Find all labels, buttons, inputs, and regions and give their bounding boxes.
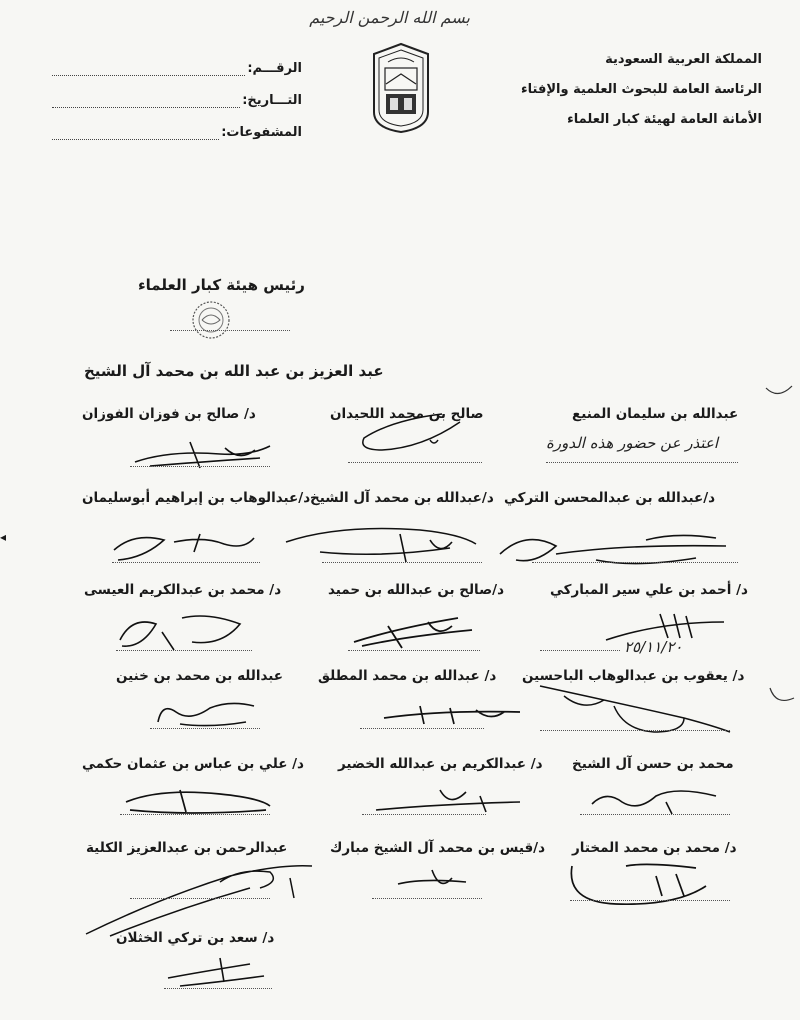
member-name: د/ سعد بن تركي الخثلان — [116, 930, 275, 946]
handwritten-date: ٢٥/١١/٢٠ — [624, 638, 683, 656]
signature-line — [540, 650, 620, 651]
signature-mark — [392, 862, 472, 898]
signature-line — [322, 562, 482, 563]
signature-line — [112, 562, 260, 563]
signature-mark — [112, 606, 252, 654]
org-line-secretariat: الأمانة العامة لهيئة كبار العلماء — [567, 112, 762, 127]
signature-line — [360, 728, 484, 729]
member-name: د/ أحمد بن علي سير المباركي — [550, 582, 748, 598]
signature-line — [348, 462, 482, 463]
signature-mark — [370, 782, 530, 818]
signature-line — [570, 900, 730, 901]
member-name: د/ علي بن عباس بن عثمان حكمي — [82, 756, 304, 772]
signature-line — [546, 462, 738, 463]
member-name: محمد بن حسن آل الشيخ — [572, 756, 734, 772]
basmala: بسم الله الرحمن الرحيم — [309, 8, 470, 27]
date-label: التـــاريخ: — [242, 93, 302, 108]
chairman-name: عبد العزيز بن عبد الله بن محمد آل الشيخ — [84, 362, 384, 380]
member-name: عبدالله بن محمد بن خنين — [116, 668, 283, 684]
reference-number-label: الرقـــم: — [247, 61, 302, 76]
org-line-kingdom: المملكة العربية السعودية — [605, 52, 762, 67]
signature-line — [532, 562, 738, 563]
signature-mark — [104, 522, 264, 566]
member-name: د/عبدالله بن محمد آل الشيخ — [310, 490, 494, 506]
scan-arc-mark — [764, 382, 794, 402]
signature-mark — [120, 782, 280, 818]
attachments-line — [52, 131, 219, 140]
chairman-title: رئيس هيئة كبار العلماء — [138, 276, 305, 294]
scan-mark: ◂ — [0, 530, 7, 544]
member-name: د/عبدالوهاب بن إبراهيم أبوسليمان — [82, 490, 311, 506]
member-name: د/ محمد بن محمد المختار — [572, 840, 737, 856]
attachments-field — [52, 120, 302, 140]
signature-line — [372, 898, 482, 899]
date-line — [52, 99, 240, 108]
signature-line — [540, 730, 730, 731]
reference-number-line — [52, 67, 245, 76]
scan-arc-mark — [768, 684, 796, 708]
member-name: د/ محمد بن عبدالكريم العيسى — [84, 582, 282, 598]
signature-line — [580, 814, 730, 815]
signature-line — [130, 466, 270, 467]
signature-mark — [380, 700, 530, 730]
signature-mark — [160, 952, 270, 992]
chairman-signature-line — [170, 330, 290, 331]
date-field — [52, 88, 302, 108]
member-name: د/ صالح بن فوزان الفوزان — [82, 406, 256, 422]
chairman-seal-stamp — [188, 300, 234, 340]
member-name: د/ عبدالكريم بن عبدالله الخضير — [338, 756, 543, 772]
signature-line — [164, 988, 272, 989]
attachments-label: المشفوعات: — [221, 125, 302, 140]
signature-mark — [280, 518, 480, 568]
signature-mark — [150, 692, 260, 732]
member-name: د/صالح بن عبدالله بن حميد — [328, 582, 505, 598]
signature-line — [120, 814, 270, 815]
member-name: د/ يعقوب بن عبدالوهاب الباحسين — [522, 668, 745, 684]
signature-line — [130, 898, 270, 899]
org-line-presidency: الرئاسة العامة للبحوث العلمية والإفتاء — [521, 82, 762, 97]
apology-note: اعتذر عن حضور هذه الدورة — [546, 434, 719, 452]
member-name: د/ عبدالله بن محمد المطلق — [318, 668, 497, 684]
signature-line — [150, 728, 260, 729]
member-name: د/عبدالله بن عبدالمحسن التركي — [504, 490, 716, 506]
member-name: عبدالله بن سليمان المنيع — [572, 406, 739, 422]
signature-mark — [352, 410, 472, 460]
emblem-logo — [368, 42, 434, 134]
signature-line — [116, 650, 252, 651]
member-name: عبدالرحمن بن عبدالعزيز الكلية — [86, 840, 288, 856]
member-name: صالح بن محمد اللحيدان — [330, 406, 484, 422]
signature-line — [362, 814, 486, 815]
signature-mark — [80, 858, 320, 940]
signature-mark — [566, 856, 716, 912]
member-name: د/قيس بن محمد آل الشيخ مبارك — [330, 840, 546, 856]
signature-line — [348, 650, 480, 651]
signature-mark — [348, 608, 478, 652]
signature-mark — [586, 780, 726, 816]
reference-number-field — [52, 56, 302, 76]
